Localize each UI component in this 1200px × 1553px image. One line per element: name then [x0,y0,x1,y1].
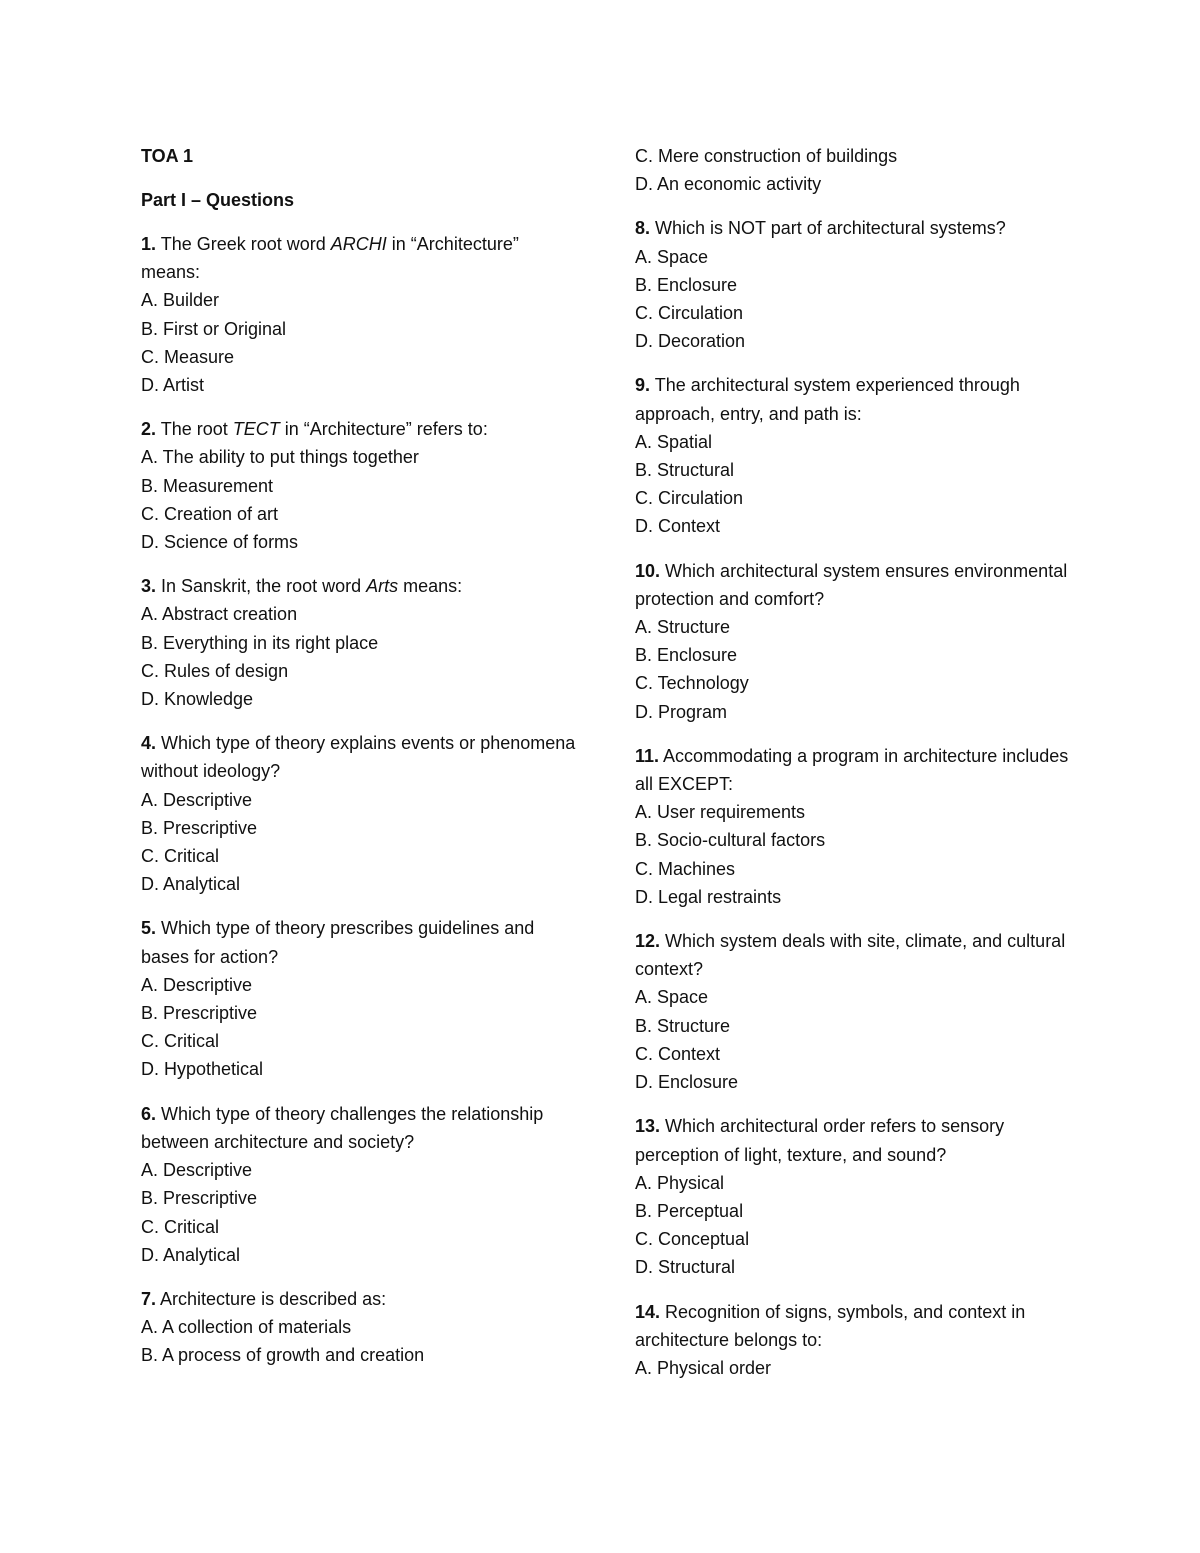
question-8 [635,214,1075,355]
answer-option: B. A process of growth and creation [141,1345,425,1366]
question-text [141,729,581,785]
answer-option: A. User requirements [635,802,806,823]
question-text [635,557,1075,613]
question-segment: in “Architecture” means: [141,234,519,283]
answer-option: C. Technology [635,673,749,694]
answer-option: A. Structure [635,617,731,638]
question-segment: Which architectural order refers to sensory perception of light, texture, and sound? [635,1116,1005,1165]
answer-option: A. Space [635,246,709,267]
question-text [141,415,581,443]
question-segment: Which is NOT part of architectural systems? [655,218,1006,239]
answer-option: D. Enclosure [635,1072,739,1093]
question-14 [635,1298,1075,1383]
answer-option: C. Circulation [635,488,744,509]
answer-option: D. An economic activity [635,174,822,195]
question-segment: Which system deals with site, climate, and cultural context? [635,931,1066,980]
question-11 [635,742,1075,911]
question-number: 14. [635,1301,661,1322]
answer-option: B. Prescriptive [141,1003,258,1024]
answer-option: A. Descriptive [141,789,253,810]
answer-option: A. Spatial [635,431,713,452]
answer-option: B. Enclosure [635,645,738,666]
question-segment: Which type of theory challenges the relationship between architecture and society? [141,1103,544,1152]
question-segment: The root [160,419,233,440]
left-column [141,142,581,1386]
question-3 [141,572,581,713]
answer-option: C. Machines [635,858,736,879]
answer-option: A. Physical order [635,1357,772,1378]
question-segment: Which architectural system ensures environmental protection and comfort? [635,560,1068,609]
right-column [635,142,1075,1398]
question-segment: means: [398,576,463,597]
answer-option: B. Enclosure [635,274,738,295]
answer-option: B. Socio-cultural factors [635,830,826,851]
question-segment: In Sanskrit, the root word [161,576,367,597]
question-number: 5. [141,918,157,939]
question-12 [635,927,1075,1096]
question-segment: The architectural system experienced through approach, entry, and path is: [635,375,1020,424]
question-number: 2. [141,419,157,440]
question-number: 4. [141,733,157,754]
answer-option: A. Descriptive [141,974,253,995]
question-number: 13. [635,1116,661,1137]
question-segment: Accommodating a program in architecture includes all EXCEPT: [635,745,1069,795]
answer-option: D. Decoration [635,331,746,352]
question-segment: in “Architecture” refers to: [279,419,488,440]
answer-option: D. Hypothetical [141,1059,264,1080]
question-text [141,914,581,970]
question-segment: Recognition of signs, symbols, and context in architecture belongs to: [635,1301,1026,1350]
answer-option: A. Space [635,987,709,1008]
answer-option: D. Artist [141,375,205,396]
question-1 [141,230,581,399]
question-13 [635,1112,1075,1281]
answer-option: D. Analytical [141,1244,241,1265]
question-number: 3. [141,576,157,597]
answer-option: A. Builder [141,290,220,311]
answer-option: C. Conceptual [635,1229,750,1250]
question-text [141,1285,581,1313]
question-text [635,927,1075,983]
answer-option: D. Context [635,516,721,537]
answer-option: C. Measure [141,346,235,367]
question-text [635,214,1075,242]
answer-option: C. Critical [141,846,220,867]
answer-option: D. Structural [635,1257,736,1278]
question-segment: Which type of theory explains events or phenomena without ideology? [141,733,576,782]
root-word: ARCHI [330,234,387,254]
question-number: 12. [635,931,661,952]
answer-option: B. Prescriptive [141,1188,258,1209]
answer-option: C. Critical [141,1216,220,1237]
question-number: 1. [141,234,157,254]
answer-option: D. Analytical [141,874,241,895]
question-text [635,742,1075,798]
question-6 [141,1100,581,1269]
answer-option: B. Measurement [141,475,274,496]
answer-option: B. Perceptual [635,1200,744,1221]
question-2 [141,415,581,556]
answer-option: A. Descriptive [141,1160,253,1181]
question-text [635,1298,1075,1354]
question-number: 7. [141,1288,157,1309]
answer-option: A. The ability to put things together [141,447,419,468]
question-text [141,230,581,286]
answer-option: D. Program [635,701,728,722]
answer-option: A. Physical [635,1172,725,1193]
answer-option: C. Context [635,1043,721,1064]
question-text [635,371,1075,427]
question-segment: Architecture is described as: [160,1288,387,1309]
question-number: 8. [635,218,651,239]
question-5 [141,914,581,1083]
question-number: 11. [635,745,660,766]
answer-option: D. Legal restraints [635,886,782,907]
question-number: 6. [141,1103,157,1124]
question-text [141,1100,581,1156]
answer-option: C. Critical [141,1031,220,1052]
question-9 [635,371,1075,540]
answer-option: C. Mere construction of buildings [635,146,898,166]
answer-option: A. Abstract creation [141,604,298,625]
question-7 [141,1285,581,1370]
document-title: TOA 1 [141,146,194,166]
answer-option: B. Structural [635,460,735,481]
question-text [141,572,581,600]
left-questions [141,230,581,1370]
answer-option: B. Structure [635,1015,731,1036]
answer-option: B. Everything in its right place [141,632,379,653]
question-number: 10. [635,560,661,581]
question-text [635,1112,1075,1168]
question-7-continuation [635,142,1075,198]
answer-option: B. First or Original [141,318,287,339]
answer-option: B. Prescriptive [141,817,258,838]
answer-option: A. A collection of materials [141,1317,352,1338]
question-10 [635,557,1075,726]
part-title: Part I – Questions [141,190,295,210]
question-number: 9. [635,375,651,396]
root-word: TECT [232,419,280,440]
root-word: Arts [366,576,399,597]
question-4 [141,729,581,898]
question-segment: The Greek root word [160,234,331,254]
right-questions [635,214,1075,1382]
answer-option: C. Circulation [635,303,744,324]
answer-option: C. Creation of art [141,503,279,524]
answer-option: D. Science of forms [141,532,299,553]
answer-option: C. Rules of design [141,660,289,681]
answer-option: D. Knowledge [141,689,254,710]
question-segment: Which type of theory prescribes guidelines and bases for action? [141,918,535,967]
